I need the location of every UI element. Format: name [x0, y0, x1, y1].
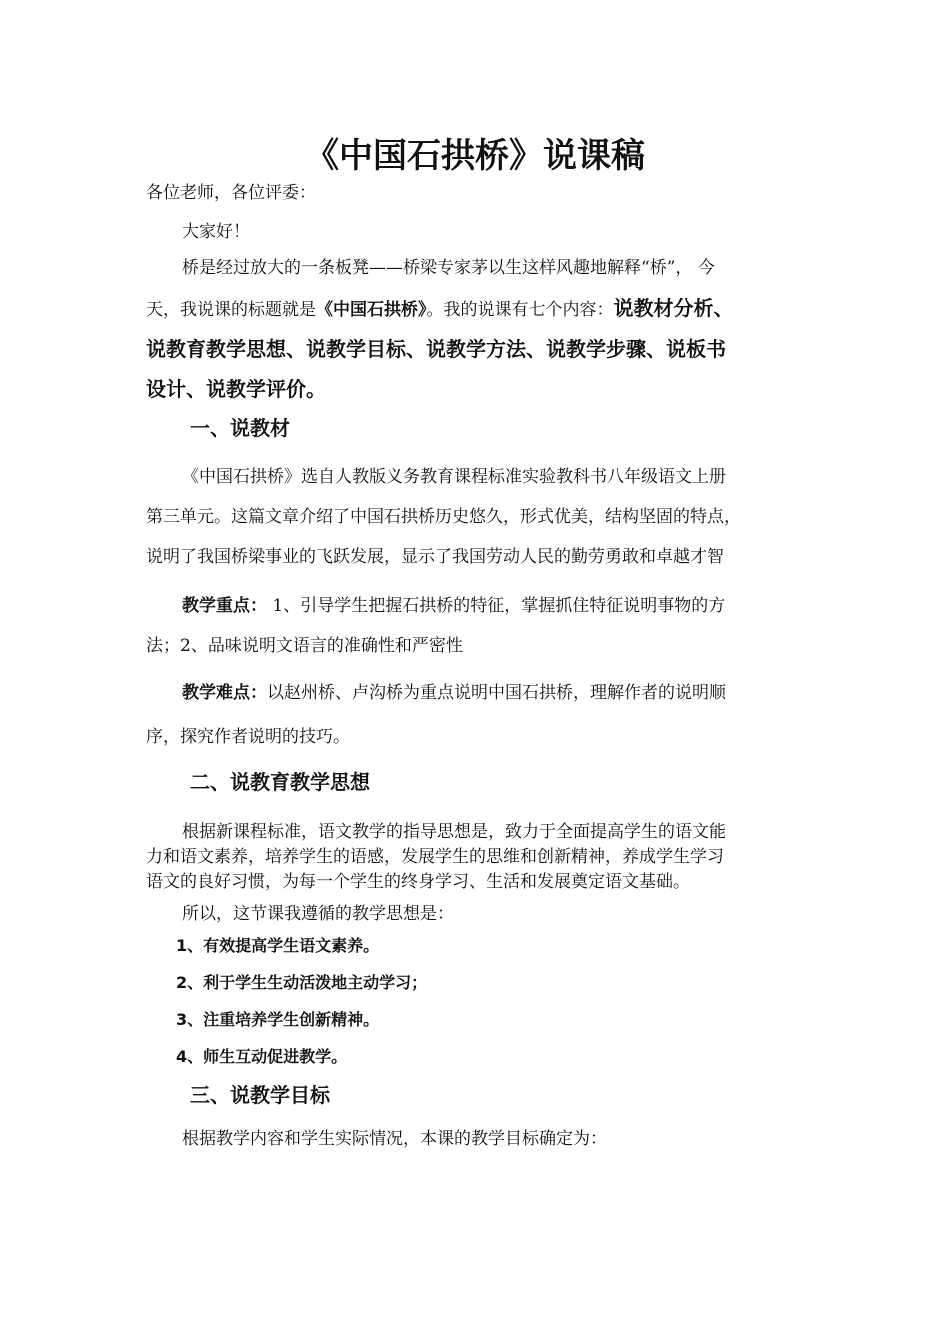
intro-topics-line: 说教育教学思想、说教学目标、说教学方法、说教学步骤、说板书 [146, 337, 726, 361]
principle-item: 1、有效提高学生语文素养。 [176, 936, 380, 955]
section-1-paragraph-line-2: 第三单元。这篇文章介绍了中国石拱桥历史悠久，形式优美，结构坚固的特点， [146, 507, 741, 527]
principle-item: 3、注重培养学生创新精神。 [176, 1010, 380, 1029]
section-3-heading: 三、说教学目标 [190, 1083, 330, 1107]
section-1-paragraph-line-3: 说明了我国桥梁事业的飞跃发展，显示了我国劳动人民的勤劳勇敢和卓越才智 [146, 547, 724, 567]
section-2-lead: 所以，这节课我遵循的教学思想是： [182, 904, 454, 924]
teaching-focus-label: 教学重点： [182, 596, 267, 616]
intro-line-2-text: 天，我说课的标题就是 [146, 300, 316, 320]
section-2-heading: 二、说教育教学思想 [190, 770, 370, 794]
principle-item: 2、利于学生生动活泼地主动学习； [176, 973, 428, 992]
intro-title-ref: 《中国石拱桥》 [316, 300, 427, 320]
intro-line-2-mid: 。我的说课有七个内容： [426, 300, 614, 320]
section-2-paragraph-line-1: 根据新课程标准，语文教学的指导思想是，致力于全面提高学生的语文能 [182, 822, 726, 842]
document-title: 《中国石拱桥》说课稿 [305, 136, 645, 176]
section-2-paragraph-line-3: 语文的良好习惯，为每一个学生的终身学习、生活和发展奠定语文基础。 [146, 872, 690, 892]
intro-line-1: 桥是经过放大的一条板凳——桥梁专家茅以生这样风趣地解释“桥”， 今 [182, 258, 715, 278]
intro-topic-1: 说教材分析、 [613, 296, 734, 320]
intro-topics-line-end: 设计、说教学评价。 [146, 377, 326, 401]
section-2-paragraph-line-2: 力和语文素养，培养学生的语感，发展学生的思维和创新精神，养成学生学习 [146, 847, 724, 867]
teaching-difficulty-label: 教学难点： [182, 683, 267, 703]
teaching-difficulty [182, 678, 726, 703]
intro-line-2 [146, 292, 734, 321]
principle-item: 4、师生互动促进教学。 [176, 1047, 348, 1066]
section-1-heading: 一、说教材 [190, 416, 290, 440]
greeting: 各位老师，各位评委： [146, 183, 316, 203]
teaching-focus [182, 591, 725, 616]
teaching-focus-line-2: 法；2、品味说明文语言的准确性和严密性 [146, 636, 463, 656]
section-3-paragraph-line-1: 根据教学内容和学生实际情况，本课的教学目标确定为： [182, 1129, 607, 1149]
hello: 大家好！ [182, 222, 250, 242]
teaching-difficulty-text: 以赵州桥、卢沟桥为重点说明中国石拱桥，理解作者的说明顺 [267, 683, 726, 703]
teaching-focus-text: 1、引导学生把握石拱桥的特征，掌握抓住特征说明事物的方 [267, 596, 726, 616]
section-1-paragraph-line-1: 《中国石拱桥》选自人教版义务教育课程标准实验教科书八年级语文上册 [182, 467, 726, 487]
teaching-difficulty-line-2: 序，探究作者说明的技巧。 [146, 727, 350, 747]
